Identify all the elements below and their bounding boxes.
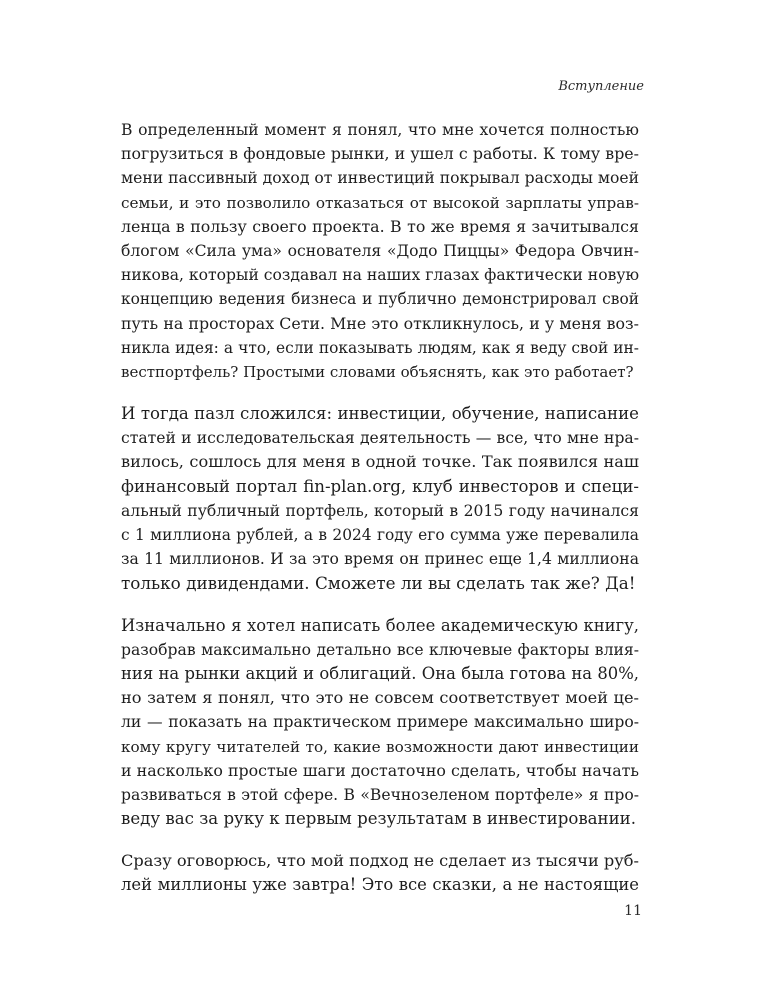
text-line: ленца в пользу своего проекта. В то же время я зачитывался — [121, 216, 639, 236]
text-line: финансовый портал fin-plan.org, клуб инвесторов и специ- — [121, 476, 639, 496]
paragraph-1 — [121, 118, 639, 384]
text-line: с 1 миллиона рублей, а в 2024 году его сумма уже перевалила — [121, 526, 639, 544]
running-head: Вступление — [558, 79, 644, 94]
text-line: В определенный момент я понял, что мне хочется полностью — [121, 121, 639, 139]
text-line: Изначально я хотел написать более академическую книгу, — [121, 615, 639, 635]
text-line: развиваться в этой сфере. В «Вечнозеленом портфеле» я про- — [121, 785, 639, 804]
paragraph-3 — [121, 614, 639, 832]
text-line: кому кругу читателей то, какие возможности дают инвестиции — [121, 737, 639, 756]
text-line: путь на просторах Сети. Мне это откликнулось, и у меня воз- — [121, 313, 639, 333]
paragraph-2 — [121, 402, 639, 596]
text-line: вилось, сошлось для меня в одной точке. Так появился наш — [121, 452, 639, 472]
paragraph-4 — [121, 849, 639, 897]
text-line: и насколько простые шаги достаточно сделать, чтобы начать — [121, 760, 639, 780]
text-line: семьи, и это позволило отказаться от высокой зарплаты управ- — [121, 193, 639, 212]
text-line: статей и исследовательская деятельность — все, что мне нра- — [121, 429, 639, 448]
text-line: концепцию ведения бизнеса и публично демонстрировал свой — [121, 290, 639, 309]
text-line: Сразу оговорюсь, что мой подход не сделает из тысячи руб- — [121, 851, 640, 871]
text-line: мени пассивный доход от инвестиций покрывал расходы моей — [121, 169, 639, 188]
text-line: веду вас за руку к первым результатам в инвестировании. — [121, 809, 637, 829]
text-line: никова, который создавал на наших глазах фактически новую — [121, 266, 640, 285]
text-line: но затем я понял, что это не совсем соответствует моей це- — [121, 688, 639, 708]
text-line: никла идея: а что, если показывать людям, как я веду свой ин- — [121, 338, 639, 357]
text-line: ли — показать на практическом примере максимально широ- — [121, 713, 639, 732]
page-number: 11 — [624, 903, 642, 919]
text-line: И тогда пазл сложился: инвестиции, обучение, написание — [121, 404, 639, 424]
text-line: альный публичный портфель, который в 2015 году начинался — [121, 501, 639, 520]
text-line: разобрав максимально детально все ключевые факторы влия- — [121, 640, 639, 659]
text-line: за 11 миллионов. И за это время он принес еще 1,4 миллиона — [121, 550, 639, 569]
text-line: погрузиться в фондовые рынки, и ушел с работы. К тому вре- — [121, 144, 639, 164]
text-line: блогом «Сила ума» основателя «Додо Пиццы» Федора Овчин- — [121, 241, 639, 260]
text-line: лей миллионы уже завтра! Это все сказки, а не настоящие — [121, 875, 639, 895]
text-line: вестпортфель? Простыми словами объяснять, как это работает? — [121, 362, 634, 381]
text-line: только дивидендами. Сможете ли вы сделать так же? Да! — [121, 573, 636, 594]
body-text — [121, 118, 639, 916]
text-line: ния на рынки акций и облигаций. Она была готова на 80%, — [121, 663, 639, 683]
